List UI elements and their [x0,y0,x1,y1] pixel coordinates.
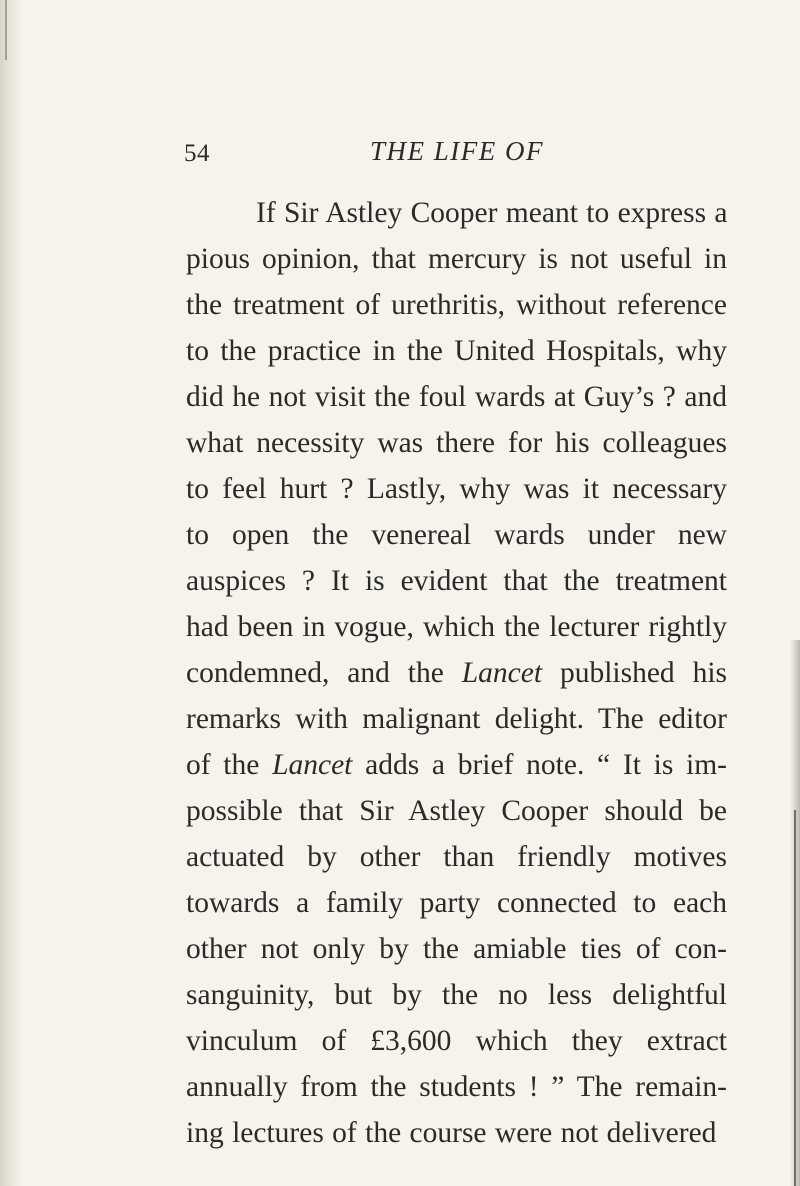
text-line [186,650,727,696]
binding-shadow [0,0,22,1186]
text-line: remarks with malignant delight. The editor [186,703,727,735]
text-segment: published his [559,657,728,689]
text-line: annually from the students ! ” The remain- [186,1071,727,1103]
text-line: pious opinion, that mercury is not useful in [186,243,727,275]
text-line: vinculum of £3,600 which they extract [186,1025,727,1057]
text-line: ing lectures of the course were not delivered [186,1117,717,1149]
text-line: possible that Sir Astley Cooper should be [186,795,727,827]
text-line: sanguinity, but by the no less delightful [186,979,727,1011]
binding-crease [5,0,7,60]
text-line: towards a family party connected to each [186,887,727,919]
text-line: If Sir Astley Cooper meant to express a [256,197,728,229]
text-line: actuated by other than friendly motives [186,841,727,873]
page-edge-line [794,810,796,1186]
text-line: other not only by the amiable ties of con- [186,933,727,965]
body-paragraph [186,190,727,1156]
text-segment: of the [186,749,260,781]
running-title: THE LIFE OF [370,136,544,166]
text-segment: adds a brief note. “ It is im- [365,749,727,781]
italic-title: Lancet [272,749,353,781]
text-line [186,742,727,788]
text-line: auspices ? It is evident that the treatment [186,565,727,597]
text-line: to the practice in the United Hospitals, why [186,335,727,367]
page-number: 54 [184,140,210,167]
text-segment: condemned, and the [186,657,444,689]
text-line: did he not visit the foul wards at Guy’s ? and [186,381,727,413]
italic-title: Lancet [461,657,543,689]
text-line: what necessity was there for his colleagues [186,427,727,459]
text-line: the treatment of urethritis, without reference [186,289,727,321]
text-line: to feel hurt ? Lastly, why was it necessary [186,473,727,505]
page-edge-shadow [790,640,800,1186]
text-line: to open the venereal wards under new [186,519,727,551]
text-line: had been in vogue, which the lecturer rightly [186,611,727,643]
